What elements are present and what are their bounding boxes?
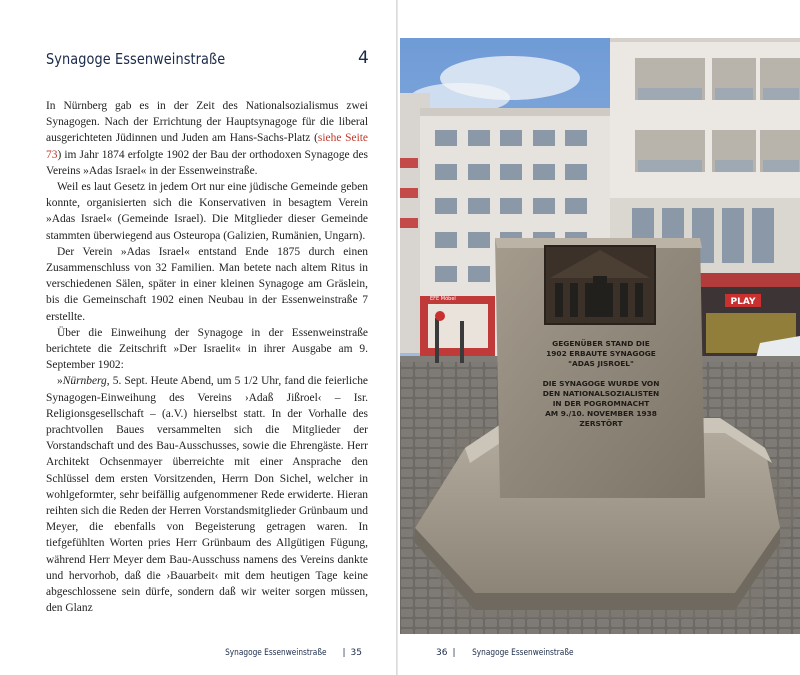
quote-text: , 5. Sept. Heute Abend, um 5 1/2 Uhr, fand die feierliche Synagogen-Einweihung des Vereins ›Adaß Jißroel‹ – Isr. Religionsgesellschaft – (a.V.) hierselbst statt. In der Vorhalle des prachtvollen Baues versammelten sich die Mitglieder der Vorstandschaft und des Bau-Ausschusses, sowie die Ehrengäste. Herr Architekt Ochsenmayer überreichte mit einer Ansprache den Schlüssel dem ersten Vorsitzenden, Herrn Don Sichel, welcher in wohlgeformter, sehr beifällig aufgenommener Rede erwiderte. Hieran reihten sich die Reden der Herren Vorstandsmitglieder Grünbaum und Meyer, die ebenfalls von Begeisterung getragen waren. In tiefgefühlten Worten pries Herr Grünbaum des Allgütigen Fügung, während Herr Meyer dem Bau-Ausschuss namens des Vereins dankte und hervorhob, daß die ›Bauarbeit‹ mit dem heutigen Tage keine abgeschlossene sein dürfe, sondern daß wir weiter sorgen müssen, den Glanz [46, 375, 368, 615]
paragraph-2: Weil es laut Gesetz in jedem Ort nur eine jüdische Gemeinde geben konnte, organisierten sich die Konservativen in besagtem Verein »Adas Israel« (Gemeinde Israel). Die Mitglieder dieser Gemeinde stammten überwiegend aus Osteuropa (Galizien, Rumänien, Ungarn). [46, 181, 368, 242]
storefront-sign: PLAY [730, 297, 756, 307]
shop-sign: EFE Möbel [430, 296, 456, 302]
inscription-line-7: AM 9./10. NOVEMBER 1938 [545, 409, 657, 418]
memorial-photo [400, 38, 800, 634]
memorial-photo-svg [400, 38, 800, 634]
footer-right-separator: | [452, 648, 456, 658]
footer-right-title: Synagoge Essenweinstraße [471, 648, 574, 658]
page-number-right: 36 [436, 648, 448, 658]
quote-open-mark: » [57, 375, 63, 388]
paragraph-1 [46, 98, 368, 179]
paragraph-1-end: ) im Jahr 1874 erfolgte 1902 der Bau der orthodoxen Synagoge des Vereins »Adas Israel« in der Essenweinstraße. [46, 148, 368, 177]
quote-place-name: Nürnberg [62, 375, 107, 388]
inscription-line-1: GEGENÜBER STAND DIE [552, 339, 650, 348]
body-text [46, 98, 368, 617]
footer-left-title: Synagoge Essenweinstraße [224, 648, 327, 658]
chapter-number: 4 [358, 48, 369, 68]
footer-left [214, 648, 362, 658]
paragraph-4: Über die Einweihung der Synagoge in der Essenweinstraße berichtete die Zeitschrift »Der Israelit« in ihrer Ausgabe am 9. September 1902: [46, 326, 368, 372]
paragraph-5-quote [46, 373, 368, 616]
footer-left-separator: | [342, 648, 346, 658]
inscription-line-6: IN DER POGROMNACHT [552, 399, 650, 408]
memorial-stone [495, 238, 705, 498]
page-number-left: 35 [350, 648, 362, 658]
page-reference-link[interactable]: siehe Seite 73 [46, 132, 369, 161]
memorial-inscription [543, 339, 660, 428]
inscription-line-3: "ADAS JISROEL" [568, 359, 634, 368]
left-page [0, 0, 398, 675]
chapter-title: Synagoge Essenweinstraße [46, 50, 226, 68]
inscription-line-5: DEN NATIONALSOZIALISTEN [542, 389, 660, 398]
paragraph-1-start: In Nürnberg gab es in der Zeit des Nationalsozialismus zwei Synagogen. Nach der Errichtung der Hauptsynagoge für die liberal ausgerichteten Jüdinnen und Juden am Hans-Sachs-Platz ( [46, 100, 368, 145]
inscription-line-4: DIE SYNAGOGE WURDE VON [542, 379, 660, 388]
paragraph-3: Der Verein »Adas Israel« entstand Ende 1875 durch einen Zusammenschluss von 32 Familien. Man betete nach altem Ritus in verschiedenen Sälen, später in einer kleinen Synagoge am Gräslein, bis die Gemeinschaft 1902 einen Neubau in der Essenweinstraße 7 erstellte. [46, 245, 368, 323]
inscription-line-8: ZERSTÖRT [579, 419, 623, 428]
footer-right [436, 648, 584, 658]
inscription-line-2: 1902 ERBAUTE SYNAGOGE [546, 349, 656, 358]
